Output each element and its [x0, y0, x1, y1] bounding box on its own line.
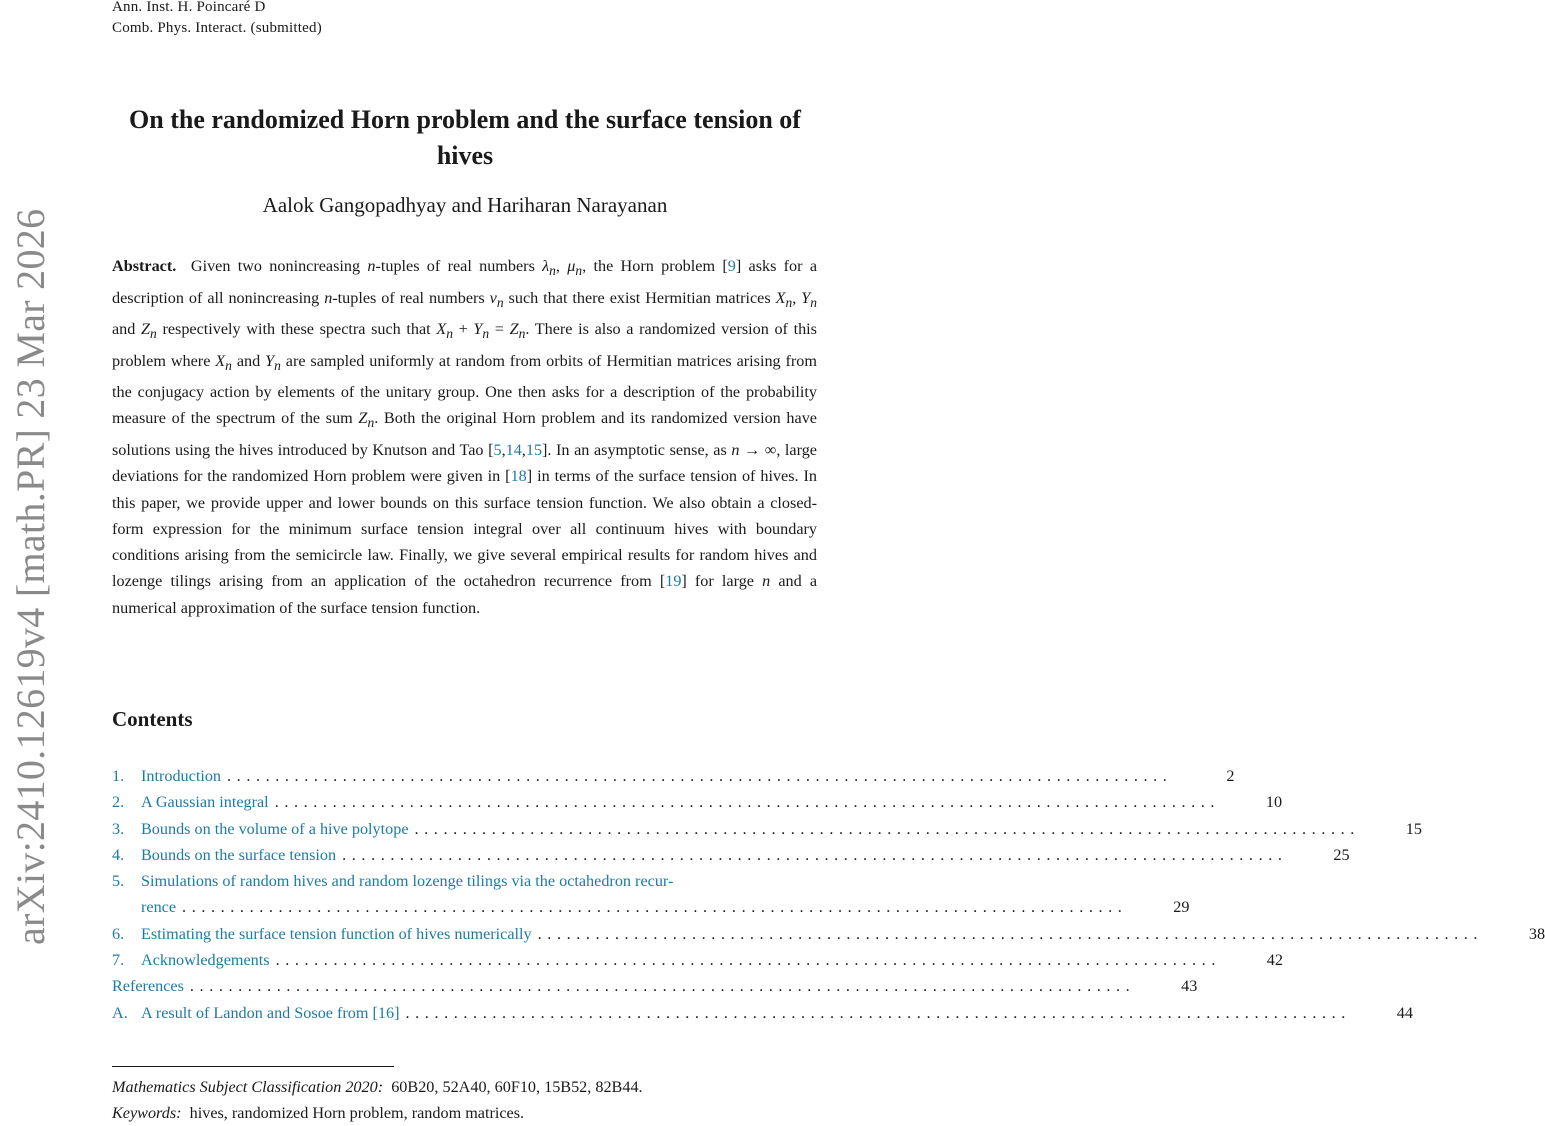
paper-title: On the randomized Horn problem and the surface tension of hives: [129, 105, 801, 170]
citation-link[interactable]: 9: [727, 257, 736, 275]
journal-line-1: Ann. Inst. H. Poincaré D: [112, 0, 266, 15]
abstract-text: such that there exist Hermitian matrices: [503, 288, 776, 307]
abstract-text: , the Horn problem [: [582, 257, 728, 275]
toc-link[interactable]: Bounds on the volume of a hive polytope: [141, 819, 409, 838]
toc-entry[interactable]: [112, 1000, 1413, 1026]
math-plus: +: [452, 320, 474, 339]
toc-page: 10: [1265, 793, 1283, 812]
math-sub-n: n: [150, 326, 157, 342]
abstract-text: and a numerical approximation of the surface tension function.: [112, 572, 818, 617]
math-lambda: λ: [542, 257, 550, 275]
toc-number[interactable]: 2.: [112, 793, 125, 812]
footnote: [112, 1074, 643, 1126]
toc-leader: ..................................................................................................: [227, 767, 1173, 785]
abstract: Abstract. Given two nonincreasing n-tuples of real numbers $\lambda_n$, $\mu_n$, the Horn problem [9] asks for a description of all nonincreasing n-tuples of real numbers $\nu_n$ such that there exist Hermitian matrices $X_n$, $Y_n$ and $Z_n$ respectively with these spectra such that $X_n + Y_n = Z_n$. There is also a randomized version of this problem where $X_n$ and $Y_n$ are sampled uniformly at random from orbits of Hermitian matrices arising from the conjugacy action by elements of the unitary group. One then asks for a description of the probability measure of the spectrum of the sum $Z_n$. Both the original Horn problem and its randomized version have solutions using the hives introduced by Knutson and Tao [5,14,15]. In an asymptotic sense, as n → ∞, large deviations for the randomized Horn problem were given in [18] in terms of the surface tension of hives. In this paper, we provide upper and lower bounds on this surface tension function. We also obtain a closed-form expression for the minimum surface tension integral over all continuum hives with boundary conditions arising from the semicircle law. Finally, we give several empirical results for random hives and lozenge tilings arising from an application of the octahedron recurrence from [19] for large n and a numerical approximation of the surface tension function.: [112, 257, 818, 617]
toc-entry[interactable]: [112, 921, 1545, 947]
math-y: Y: [473, 320, 483, 339]
math-nu: ν: [489, 288, 497, 307]
toc-leader: ..................................................................................................: [275, 951, 1221, 970]
citation-link[interactable]: 14: [505, 440, 522, 459]
toc-page: 25: [1333, 845, 1350, 864]
math-sub-n: n: [785, 294, 793, 310]
toc-number[interactable]: 5.: [112, 872, 125, 891]
paper-authors: Aalok Gangopadhyay and Hariharan Narayanan: [262, 193, 668, 217]
toc-entry[interactable]: [112, 816, 1422, 842]
toc-entry[interactable]: [112, 842, 1350, 868]
journal-header: [112, 0, 322, 39]
math-n: n: [762, 572, 771, 591]
msc-value: 60B20, 52A40, 60F10, 15B52, 82B44.: [391, 1078, 643, 1096]
toc-link[interactable]: A Gaussian integral: [141, 793, 269, 812]
toc-link[interactable]: Simulations of random hives and random lozenge tilings via the octahedron recur-: [141, 872, 674, 891]
toc-link[interactable]: Estimating the surface tension function of hives numerically: [141, 924, 532, 943]
msc-label: Mathematics Subject Classification 2020:: [112, 1078, 384, 1096]
abstract-text: . There is also a randomized version of this problem where: [112, 320, 817, 370]
citation-link[interactable]: 5: [493, 440, 502, 459]
citation-link[interactable]: 15: [525, 440, 543, 459]
abstract-text: and: [112, 320, 142, 339]
toc-page: 38: [1528, 924, 1545, 943]
toc-leader: ..................................................................................................: [182, 898, 1128, 917]
math-z: Z: [141, 320, 151, 339]
toc-link[interactable]: Acknowledgements: [141, 951, 270, 970]
toc-entry[interactable]: [112, 947, 1283, 973]
math-y: Y: [265, 351, 275, 370]
math-x: X: [436, 320, 447, 339]
keywords-line: [112, 1100, 643, 1126]
toc-leader: ..................................................................................................: [189, 977, 1136, 996]
math-x: X: [215, 351, 226, 370]
abstract-label: Abstract.: [112, 257, 177, 275]
toc-leader: ..................................................................................................: [405, 1003, 1351, 1022]
toc-number[interactable]: A.: [112, 1003, 128, 1022]
abstract-text: . Both the original Horn problem and its randomized version have solutions using the hives introduced by Knutson and Tao [: [112, 409, 817, 459]
toc-number[interactable]: 3.: [112, 819, 125, 838]
citation-link[interactable]: 18: [510, 467, 527, 486]
math-n: n: [731, 440, 740, 459]
toc-page: 44: [1396, 1003, 1413, 1022]
math-sub-n: n: [482, 326, 490, 342]
toc-entry[interactable]: [112, 973, 1198, 999]
toc-number[interactable]: 7.: [112, 951, 125, 970]
toc-page: 29: [1173, 898, 1190, 917]
contents-heading: Contents: [112, 707, 193, 731]
math-sub-n: n: [549, 263, 556, 279]
abstract-text: -tuples of real numbers: [332, 288, 490, 307]
math-z: Z: [509, 320, 519, 339]
toc-entry[interactable]: [112, 789, 1283, 815]
toc-page: 43: [1181, 977, 1198, 996]
toc-link[interactable]: A result of Landon and Sosoe from [16]: [141, 1003, 400, 1022]
math-sub-n: n: [810, 294, 817, 310]
toc-page: 42: [1266, 951, 1283, 970]
toc-entry[interactable]: [112, 868, 1190, 921]
toc-link[interactable]: References: [112, 977, 184, 996]
toc-link[interactable]: Bounds on the surface tension: [141, 845, 337, 864]
math-x: X: [775, 288, 786, 307]
math-sub-n: n: [575, 263, 583, 279]
abstract-text: ]. In an asymptotic sense, as: [542, 440, 732, 459]
toc-number[interactable]: 4.: [112, 845, 125, 864]
abstract-text: respectively with these spectra such that: [156, 320, 437, 339]
toc-number[interactable]: 1.: [112, 767, 125, 785]
math-sub-n: n: [225, 357, 232, 373]
toc-leader: ..................................................................................................: [274, 793, 1221, 812]
keywords-value: hives, randomized Horn problem, random matrices.: [189, 1104, 525, 1122]
abstract-text: ] asks for a description of all nonincreasing: [112, 257, 818, 307]
math-z: Z: [358, 409, 368, 428]
math-y: Y: [801, 288, 811, 307]
abstract-text: ] for large: [681, 572, 763, 591]
math-mu: μ: [567, 257, 576, 275]
toc-leader: ..................................................................................................: [537, 924, 1484, 943]
msc-line: [112, 1074, 643, 1100]
toc-leader: ..................................................................................................: [342, 845, 1288, 864]
math-sub-n: n: [446, 326, 453, 342]
toc-link[interactable]: Introduction: [141, 767, 222, 785]
citation-link[interactable]: 19: [665, 572, 682, 591]
math-sub-n: n: [274, 357, 281, 373]
toc-page: 2: [1226, 767, 1235, 785]
math-n: n: [324, 288, 333, 307]
toc-link[interactable]: rence: [141, 898, 177, 917]
abstract-text: are sampled uniformly at random from orbits of Hermitian matrices arising from the conjugacy action by elements of the unitary group. One then asks for a description of the probability measure of the spectrum of the sum: [112, 351, 817, 428]
math-sub-n: n: [518, 326, 526, 342]
math-equals: =: [489, 320, 510, 339]
journal-line-2: Comb. Phys. Interact. (submitted): [112, 20, 322, 36]
abstract-text: Given two nonincreasing: [190, 257, 368, 275]
abstract-text: ,: [555, 257, 568, 275]
math-sub-n: n: [367, 415, 375, 431]
abstract-text: ] in terms of the surface tension of hives. In this paper, we provide upper and lower bounds on this surface tension function. We also obtain a closed-form expression for the minimum surface tension integral over all continuum hives with boundary conditions arising from the semicircle law. Finally, we give several empirical results for random hives and lozenge tilings arising from an application of the octahedron recurrence from [: [112, 467, 817, 591]
abstract-text: -tuples of real numbers: [375, 257, 543, 275]
table-of-contents: [112, 763, 1545, 1026]
toc-leader: ..................................................................................................: [414, 819, 1360, 838]
toc-number[interactable]: 6.: [112, 924, 125, 943]
abstract-text: , large deviations for the randomized Horn problem were given in [: [112, 440, 817, 486]
math-sub-n: n: [496, 294, 504, 310]
math-n: n: [367, 257, 376, 275]
arxiv-stamp: arXiv:2410.12619v4 [math.PR] 23 Mar 2026: [8, 208, 53, 945]
toc-entry[interactable]: [112, 763, 1235, 789]
abstract-text: and: [231, 351, 266, 370]
footnote-rule: [112, 1066, 394, 1067]
math-arrow-infinity: → ∞: [739, 440, 777, 459]
keywords-label: Keywords:: [112, 1104, 182, 1122]
toc-page: 15: [1405, 819, 1422, 838]
